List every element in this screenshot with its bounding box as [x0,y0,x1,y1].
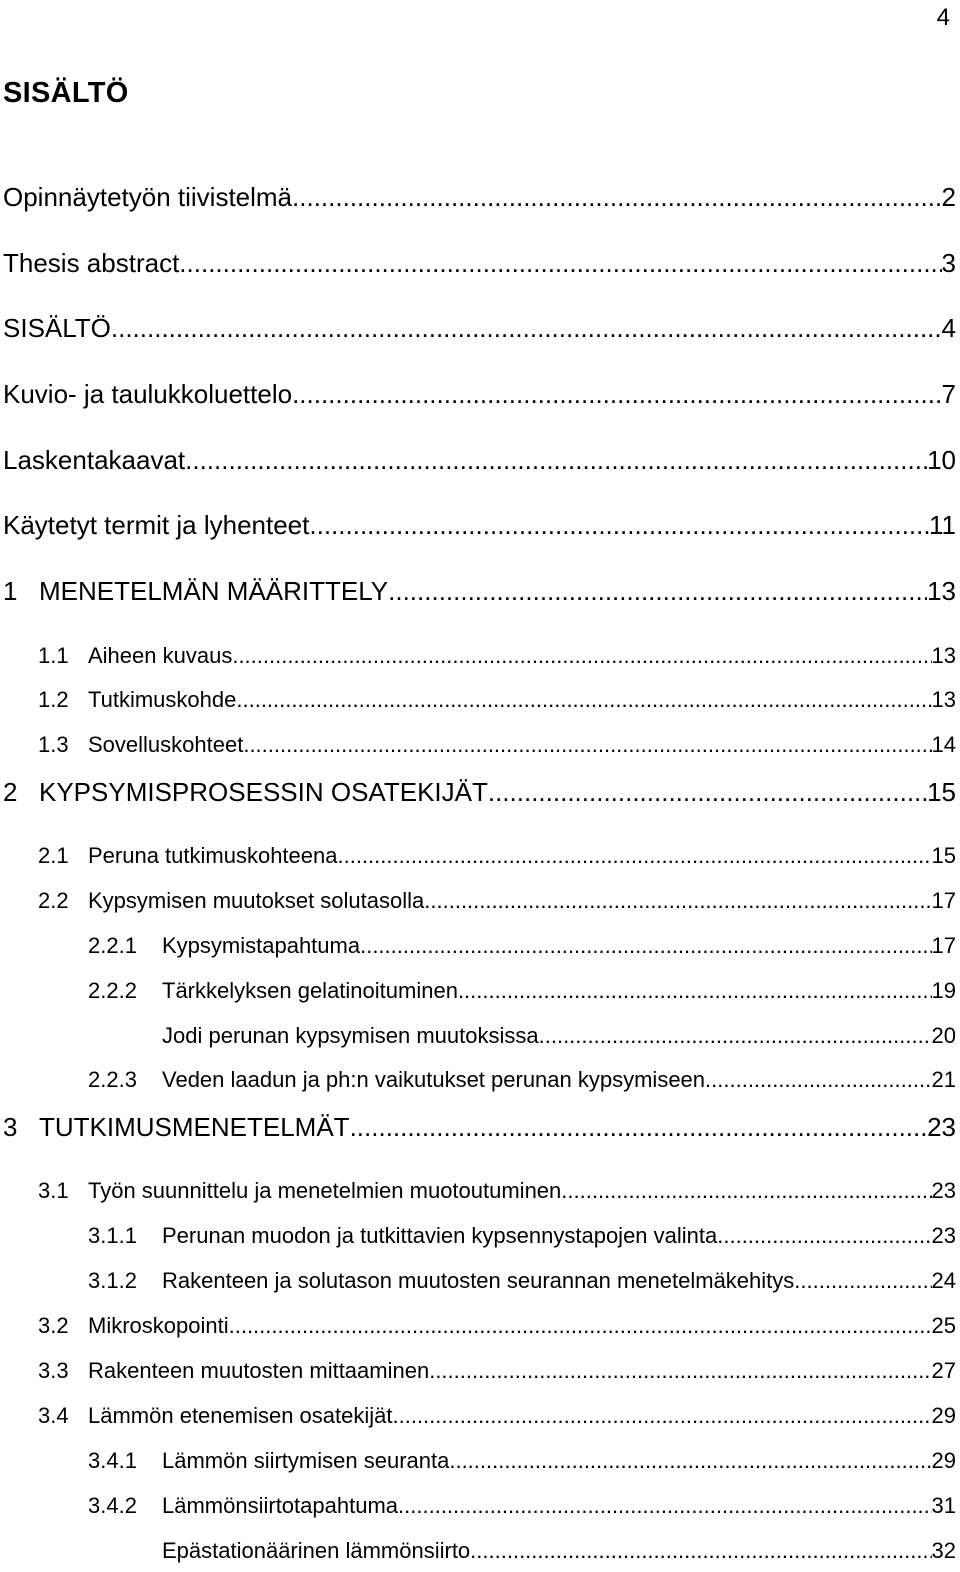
toc-entry-title: Kuvio- ja taulukkoluettelo [3,379,293,409]
toc-entry-page: 2 [941,182,956,212]
toc-entry-title: Opinnäytetyön tiivistelmä [3,182,293,212]
toc-entry-page: 20 [931,1023,956,1048]
toc-entry-title: Rakenteen ja solutason muutosten seurannan menetelmäkehitys [162,1268,795,1293]
toc-entry-number: 2.2.3 [88,1067,137,1092]
toc-entry[interactable] [3,444,956,476]
toc-entry[interactable] [38,731,956,759]
toc-entry[interactable] [38,1402,956,1430]
toc-entry[interactable] [88,1222,956,1250]
toc-entry-page: 17 [931,888,956,913]
toc-entry-number: 3.4 [38,1403,69,1428]
toc-entry-title: KYPSYMISPROSESSIN OSATEKIJÄT [39,777,488,807]
toc-entry[interactable] [38,642,956,670]
leader-dots [393,1402,932,1430]
toc-entry-page: 11 [929,510,956,540]
toc-entry-page: 17 [931,933,956,958]
toc-entry[interactable] [3,312,956,344]
toc-entry-title: Lämmön siirtymisen seuranta [162,1448,450,1473]
toc-entry-title: Perunan muodon ja tutkittavien kypsennystapojen valinta [162,1223,718,1248]
leader-dots [539,1022,932,1050]
leader-dots [292,181,942,213]
toc-entry[interactable] [3,378,956,410]
toc-entry-page: 7 [941,379,956,409]
toc-entry-title: MENETELMÄN MÄÄRITTELY [39,576,389,606]
toc-entry[interactable] [3,776,956,808]
leader-dots [338,842,932,870]
toc-entry-title: Laskentakaavat [3,445,186,475]
leader-dots [229,1312,932,1340]
leader-dots [350,1111,928,1143]
toc-entry-page: 13 [927,576,956,606]
toc-entry[interactable] [88,1066,956,1094]
toc-entry-page: 29 [931,1448,956,1473]
toc-entry-number: 1.2 [38,687,69,712]
toc-entry-title: Aiheen kuvaus [88,643,233,668]
leader-dots [236,686,931,714]
toc-entry-title: Lämmön etenemisen osatekijät [88,1403,393,1428]
toc-entry[interactable] [88,932,956,960]
toc-entry-title: Tärkkelyksen gelatinoituminen [162,978,458,1003]
toc-entry-title: Sovelluskohteet [88,732,244,757]
toc-entry-page: 21 [931,1067,956,1092]
toc-entry-title: Käytetyt termit ja lyhenteet [3,510,310,540]
leader-dots [388,575,927,607]
leader-dots [179,247,941,279]
toc-entry-page: 10 [927,445,956,475]
toc-entry-page: 13 [931,687,956,712]
leader-dots [243,731,931,759]
toc-entry-number: 2.2.1 [88,933,137,958]
toc-entry-page: 25 [931,1313,956,1338]
toc-entry-page: 23 [931,1223,956,1248]
toc-entry-page: 15 [931,843,956,868]
toc-entry-title: Rakenteen muutosten mittaaminen [88,1358,430,1383]
leader-dots [111,312,942,344]
toc-entry[interactable] [162,1537,956,1565]
toc-entry-page: 15 [927,777,956,807]
toc-entry-page: 19 [931,978,956,1003]
toc-entry[interactable] [38,686,956,714]
leader-dots [360,932,931,960]
leader-dots [398,1492,932,1520]
toc-entry[interactable] [3,509,956,541]
leader-dots [458,977,932,1005]
leader-dots [449,1447,931,1475]
toc-entry-page: 27 [931,1358,956,1383]
toc-entry-title: Epästationäärinen lämmönsiirto [162,1538,471,1563]
toc-entry-title: Kypsymisen muutokset solutasolla [88,888,425,913]
leader-dots [561,1177,931,1205]
toc-entry-page: 31 [931,1493,956,1518]
toc-entry-number: 3.2 [38,1313,69,1338]
toc-entry-page: 24 [931,1268,956,1293]
toc-entry-page: 23 [931,1178,956,1203]
toc-entry-title: Mikroskopointi [88,1313,229,1338]
toc-entry-title: Peruna tutkimuskohteena [88,843,338,868]
toc-entry[interactable] [88,1447,956,1475]
toc-entry-number: 3.3 [38,1358,69,1383]
toc-entry-title: Jodi perunan kypsymisen muutoksissa [162,1023,539,1048]
leader-dots [717,1222,931,1250]
toc-entry-number: 3.1.1 [88,1223,137,1248]
leader-dots [424,887,931,915]
toc-entry-page: 4 [941,313,956,343]
leader-dots [488,776,927,808]
toc-entry-title: Työn suunnittelu ja menetelmien muotoutuminen [88,1178,562,1203]
toc-entry-number: 3.1 [38,1178,69,1203]
toc-entry[interactable] [88,1492,956,1520]
toc-entry-title: TUTKIMUSMENETELMÄT [39,1112,350,1142]
toc-entry[interactable] [3,1111,956,1143]
toc-entry[interactable] [38,887,956,915]
toc-entry-page: 32 [931,1538,956,1563]
leader-dots [470,1537,931,1565]
toc-entry[interactable] [38,1177,956,1205]
leader-dots [794,1267,931,1295]
toc-entry[interactable] [3,181,956,213]
toc-entry[interactable] [3,575,956,607]
leader-dots [705,1066,931,1094]
toc-entry[interactable] [38,1312,956,1340]
toc-entry-number: 2.2 [38,888,69,913]
toc-entry[interactable] [88,977,956,1005]
toc-entry-number: 1.3 [38,732,69,757]
leader-dots [309,509,929,541]
leader-dots [429,1357,931,1385]
toc-heading: SISÄLTÖ [3,77,129,109]
toc-entry-number: 3.4.1 [88,1448,137,1473]
toc-entry-page: 3 [941,248,956,278]
toc-entry-title: Lämmönsiirtotapahtuma [162,1493,399,1518]
toc-entry-number: 1 [3,576,18,606]
toc-entry-number: 3 [3,1112,18,1142]
toc-entry[interactable] [162,1022,956,1050]
leader-dots [232,642,931,670]
toc-entry-number: 3.1.2 [88,1268,137,1293]
toc-entry-page: 14 [931,732,956,757]
toc-entry-title: Tutkimuskohde [88,687,237,712]
toc-entry-page: 13 [931,643,956,668]
page-number: 4 [936,4,950,31]
toc-entry-page: 29 [931,1403,956,1428]
toc-entry[interactable] [38,1357,956,1385]
leader-dots [185,444,927,476]
toc-entry-number: 2 [3,777,18,807]
toc-entry-title: SISÄLTÖ [3,313,111,343]
toc-entry-title: Kypsymistapahtuma [162,933,361,958]
leader-dots [292,378,941,410]
toc-entry[interactable] [88,1267,956,1295]
toc-entry-number: 1.1 [38,643,69,668]
toc-entry[interactable] [38,842,956,870]
toc-entry[interactable] [3,247,956,279]
toc-entry-title: Veden laadun ja ph:n vaikutukset perunan kypsymiseen [162,1067,706,1092]
toc-entry-title: Thesis abstract [3,248,180,278]
toc-entry-number: 3.4.2 [88,1493,137,1518]
toc-entry-number: 2.1 [38,843,69,868]
toc-entry-number: 2.2.2 [88,978,137,1003]
toc-entry-page: 23 [927,1112,956,1142]
